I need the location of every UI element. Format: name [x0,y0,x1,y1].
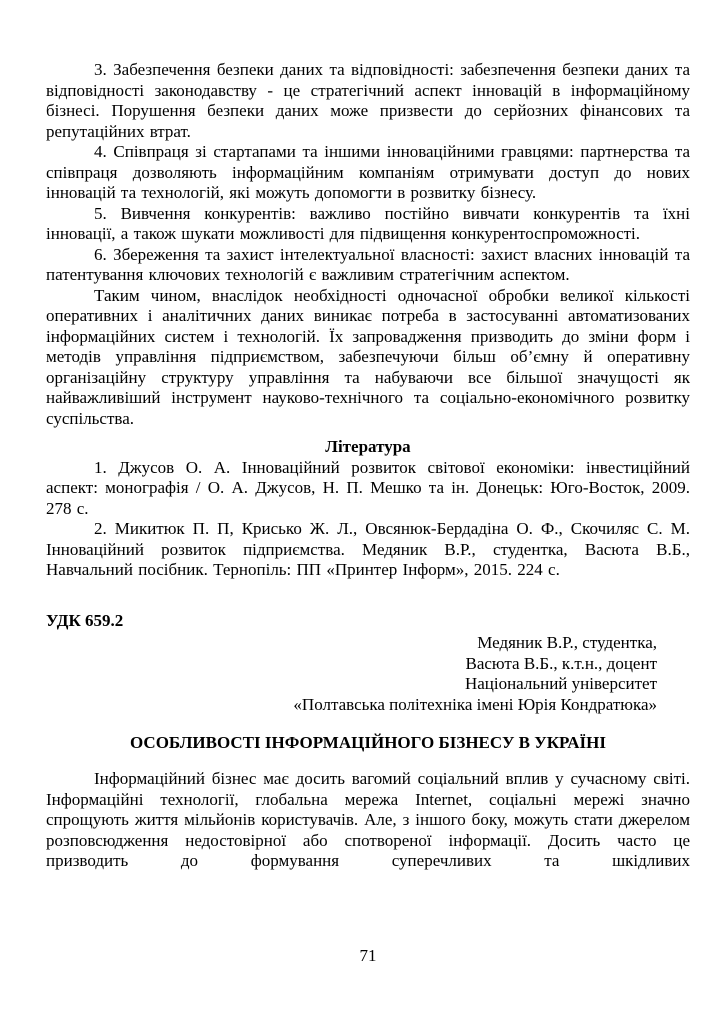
affiliation-line: Національний університет [464,674,657,693]
page-number: 71 [359,945,377,965]
paragraph-item-3: 3. Забезпечення безпеки даних та відповідності: забезпечення безпеки даних та відповідності законодавству - це стратегічний аспект інновацій в інформаційному бізнесі. Порушення безпеки даних може призвести до серйозних фінансових та репутаційних втрат. [46,60,690,141]
author-line: Васюта В.Б., к.т.н., доцент [465,653,657,673]
author-block [46,633,657,715]
paragraph-item-5: 5. Вивчення конкурентів: важливо постійно вивчати конкурентів та їхні інновації, а також шукати можливості для підвищення конкурентоспроможності. [46,203,690,243]
paragraph-item-6: 6. Збереження та захист інтелектуальної власності: захист власних інновацій та патентування ключових технологій є важливим стратегічним аспектом. [46,244,690,284]
reference-item-1: 1. Джусов О. А. Інноваційний розвиток світової економіки: інвестиційний аспект: монографія / О. А. Джусов, Н. П. Мешко та ін. Донецьк: Юго-Восток, 2009. 278 с. [46,457,690,518]
paragraph-intro: Інформаційний бізнес має досить вагомий соціальний вплив у сучасному світі. Інформаційні технології, глобальна мережа Internet, соціальні мережі значно спрощують життя мільйонів користувачів. Але, з іншого боку, можуть стати джерелом розповсюдження недостовірної або спотвореної інформації. Досить часто це призводить до формування суперечливих та шкідливих [46,769,690,870]
page-footer [46,946,690,967]
paragraph-item-4: 4. Співпраця зі стартапами та іншими інноваційними гравцями: партнерства та співпраця дозволяють інформаційним компаніям отримувати доступ до нових інновацій та технологій, які можуть допомогти в розвитку бізнесу. [46,142,690,202]
author-line: Медяник В.Р., студентка, [477,633,657,652]
page-content [46,60,690,872]
paragraph-conclusion: Таким чином, внаслідок необхідності одночасної обробки великої кількості оперативних і аналітичних даних виникає потреба в застосуванні автоматизованих інформаційних систем і технологій. Їх запровадження призводить до зміни форм і методів управління підприємством, забезпечуючи більш об’ємну й оперативну організаційну структуру управління та набуваючи все більшої значущості як найважливіший інструмент науково-технічного та соціально-економічного розвитку суспільства. [46,285,690,428]
udc-code: УДК 659.2 [46,610,124,630]
reference-item-2: 2. Микитюк П. П, Крисько Ж. Л., Овсянюк-Бердадіна О. Ф., Скочиляс С. М. Інноваційний розвиток підприємства. Медяник В.Р., студентка, Васюта В.Б., Навчальний посібник. Тернопіль: ПП «Принтер Інформ», 2015. 224 с. [46,519,690,579]
article-title: ОСОБЛИВОСТІ ІНФОРМАЦІЙНОГО БІЗНЕСУ В УКРАЇНІ [129,733,607,752]
affiliation-line: «Полтавська політехніка імені Юрія Кондратюка» [293,694,657,714]
references-heading: Література [325,437,411,456]
